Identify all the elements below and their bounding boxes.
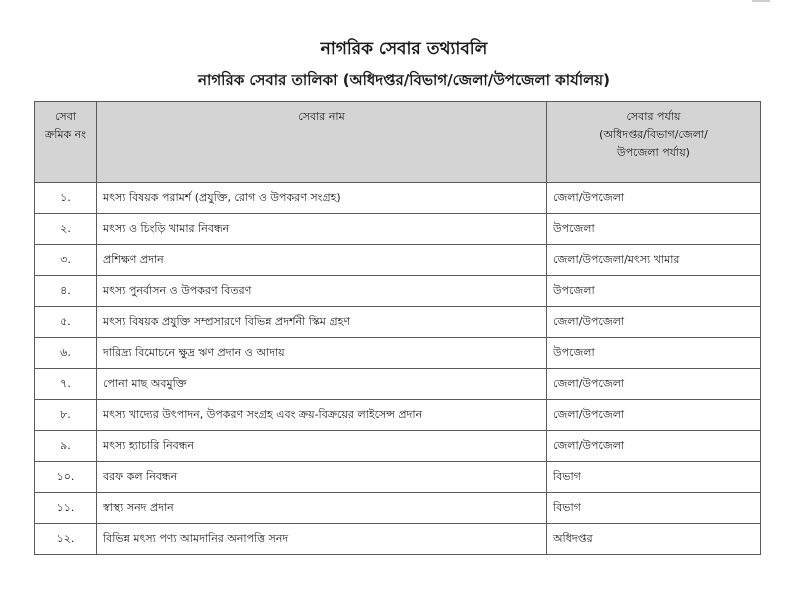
header-level-line3: উপজেলা পর্যায়) (617, 146, 690, 159)
service-name-cell: দারিদ্র্য বিমোচনে ক্ষুদ্র ঋণ প্রদান ও আদায় (97, 338, 547, 369)
service-level-cell: জেলা/উপজেলা/মৎস্য খামার (547, 245, 761, 276)
serial-cell: ১. (35, 183, 97, 214)
header-serial-line1: সেবা (54, 110, 77, 123)
table-row (35, 307, 761, 338)
service-level-cell: জেলা/উপজেলা (547, 183, 761, 214)
service-level-cell: জেলা/উপজেলা (547, 400, 761, 431)
table-body (35, 183, 761, 555)
service-level-cell: জেলা/উপজেলা (547, 369, 761, 400)
serial-cell: ১১. (35, 493, 97, 524)
service-level-cell: অধিদপ্তর (547, 524, 761, 555)
table-row (35, 245, 761, 276)
serial-cell: ১০. (35, 462, 97, 493)
header-level-line2: (অধিদপ্তর/বিভাগ/জেলা/ (599, 128, 708, 141)
serial-cell: ৬. (35, 338, 97, 369)
service-level-cell: উপজেলা (547, 276, 761, 307)
service-name-cell: প্রশিক্ষণ প্রদান (97, 245, 547, 276)
table-header (35, 102, 761, 183)
table-row (35, 462, 761, 493)
table-row (35, 431, 761, 462)
table-row (35, 524, 761, 555)
service-level-cell: বিভাগ (547, 493, 761, 524)
service-level-cell: উপজেলা (547, 214, 761, 245)
table-row (35, 369, 761, 400)
document-title: নাগরিক সেবার তথ্যাবলি (320, 39, 488, 59)
serial-cell: ৭. (35, 369, 97, 400)
service-name-cell: মৎস্য খাদ্যের উৎপাদন, উপকরণ সংগ্রহ এবং ক্রয়-বিক্রয়ের লাইসেন্স প্রদান (97, 400, 547, 431)
serial-cell: ২. (35, 214, 97, 245)
header-service-name (97, 102, 547, 183)
service-name-cell: মৎস্য পুনর্বাসন ও উপকরণ বিতরণ (97, 276, 547, 307)
document-subtitle: নাগরিক সেবার তালিকা (অধিদপ্তর/বিভাগ/জেলা/উপজেলা কার্যালয়) (198, 71, 610, 89)
serial-cell: ৮. (35, 400, 97, 431)
serial-cell: ৩. (35, 245, 97, 276)
header-level-line1: সেবার পর্যায় (626, 110, 681, 123)
serial-cell: ৫. (35, 307, 97, 338)
service-name-cell: পোনা মাছ অবমুক্তি (97, 369, 547, 400)
table-row (35, 400, 761, 431)
table-row (35, 276, 761, 307)
table-row (35, 338, 761, 369)
service-name-cell: মৎস্য হ্যাচারি নিবন্ধন (97, 431, 547, 462)
service-level-cell: বিভাগ (547, 462, 761, 493)
table-header-row (35, 102, 761, 183)
header-serial (35, 102, 97, 183)
service-level-cell: জেলা/উপজেলা (547, 307, 761, 338)
service-name-cell: বরফ কল নিবন্ধন (97, 462, 547, 493)
services-table (34, 101, 761, 555)
header-service-level (547, 102, 761, 183)
serial-cell: ৯. (35, 431, 97, 462)
service-name-cell: মৎস্য ও চিংড়ি খামার নিবন্ধন (97, 214, 547, 245)
table-row (35, 493, 761, 524)
service-name-cell: বিভিন্ন মৎস্য পণ্য আমদানির অনাপত্তি সনদ (97, 524, 547, 555)
serial-cell: ১২. (35, 524, 97, 555)
service-name-cell: মৎস্য বিষয়ক পরামর্শ (প্রযুক্তি, রোগ ও উপকরণ সংগ্রহ) (97, 183, 547, 214)
service-level-cell: উপজেলা (547, 338, 761, 369)
serial-cell: ৪. (35, 276, 97, 307)
table-row (35, 183, 761, 214)
page-edge-mark (752, 0, 770, 2)
service-name-cell: স্বাস্থ্য সনদ প্রদান (97, 493, 547, 524)
header-service-name-text: সেবার নাম (298, 110, 345, 123)
header-serial-line2: ক্রমিক নং (45, 128, 86, 141)
service-name-cell: মৎস্য বিষয়ক প্রযুক্তি সম্প্রসারণে বিভিন্ন প্রদর্শনী স্কিম গ্রহণ (97, 307, 547, 338)
service-level-cell: জেলা/উপজেলা (547, 431, 761, 462)
table-row (35, 214, 761, 245)
